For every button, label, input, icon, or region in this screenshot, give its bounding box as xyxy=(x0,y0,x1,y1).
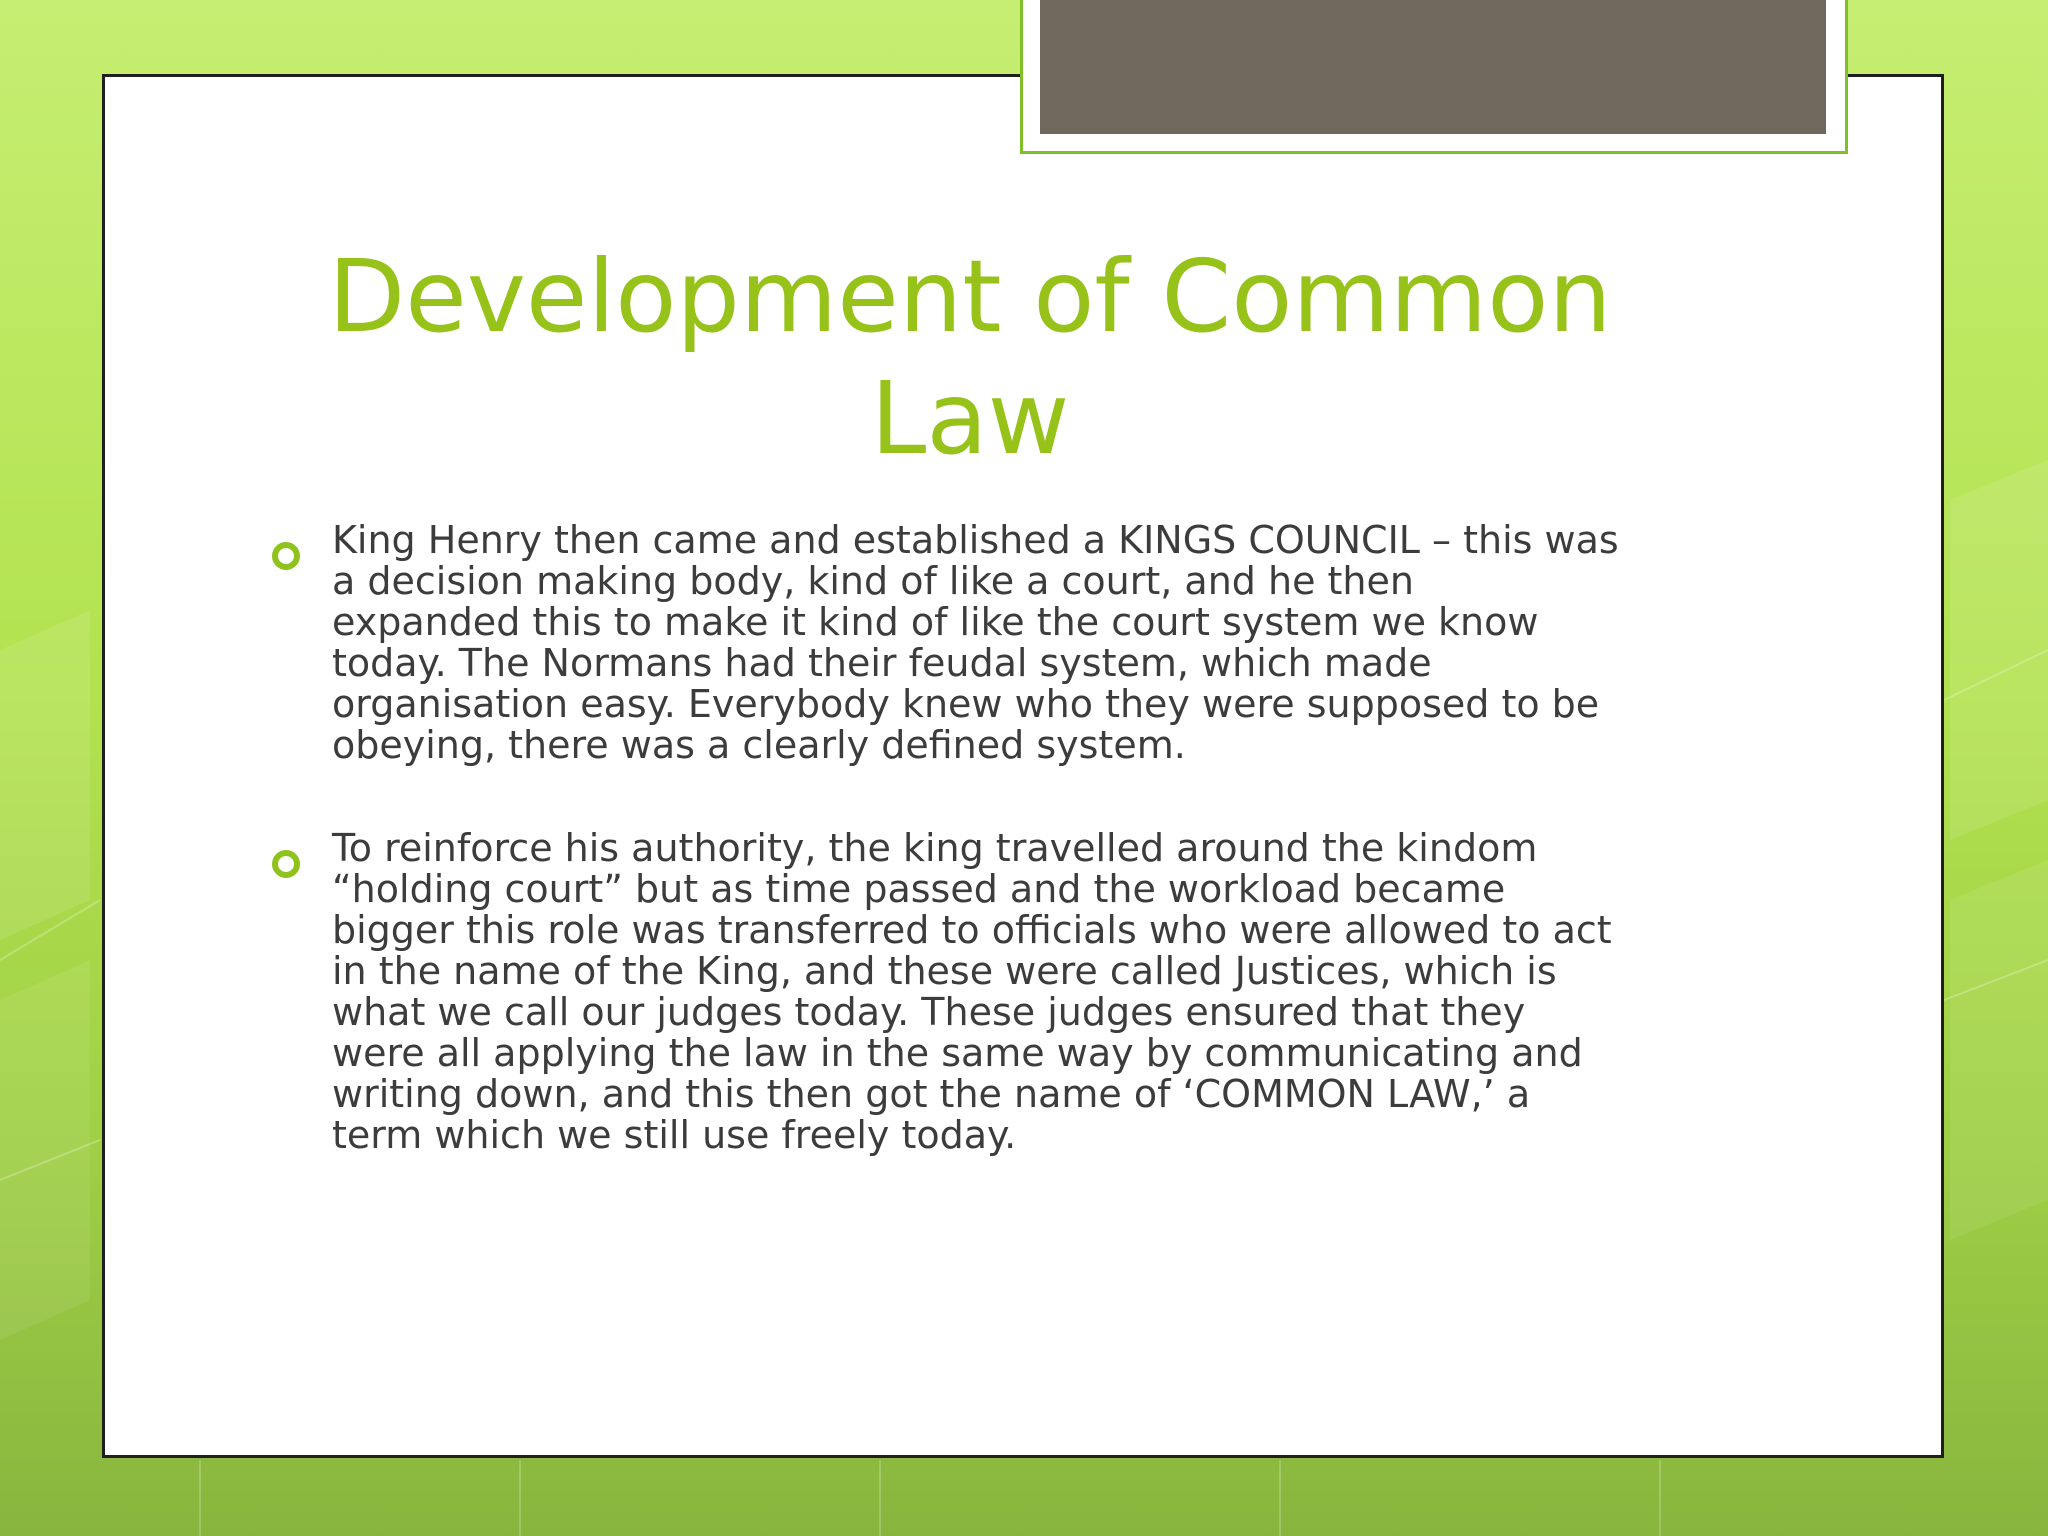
bullet-line: were all applying the law in the same way by communicating and xyxy=(332,1031,1583,1075)
slide-title-line: Development of Common xyxy=(328,238,1612,355)
bullet-line: organisation easy. Everybody knew who they were supposed to be xyxy=(332,682,1600,726)
bullet-ring-icon xyxy=(272,542,300,570)
title-tab-block xyxy=(1040,0,1826,134)
bullet-line: a decision making body, kind of like a court, and he then xyxy=(332,559,1414,603)
bullet-text xyxy=(332,520,1750,766)
bullet-text xyxy=(332,828,1750,1156)
slide-body xyxy=(270,520,1750,1156)
bullet-line: writing down, and this then got the name of ‘COMMON LAW,’ a xyxy=(332,1072,1531,1116)
slide-title-line: Law xyxy=(870,360,1070,477)
bullet-line: today. The Normans had their feudal system, which made xyxy=(332,641,1432,685)
bullet-ring-icon xyxy=(272,850,300,878)
bullet-line: in the name of the King, and these were called Justices, which is xyxy=(332,949,1557,993)
bullet-line: bigger this role was transferred to officials who were allowed to act xyxy=(332,908,1612,952)
bullet-line: To reinforce his authority, the king travelled around the kindom xyxy=(332,826,1538,870)
bullet-line: what we call our judges today. These judges ensured that they xyxy=(332,990,1526,1034)
bullet-line: King Henry then came and established a KINGS COUNCIL – this was xyxy=(332,518,1619,562)
bullet-item xyxy=(270,520,1750,766)
bullet-line: expanded this to make it kind of like the court system we know xyxy=(332,600,1539,644)
bullet-line: term which we still use freely today. xyxy=(332,1113,1017,1157)
bullet-item xyxy=(270,828,1750,1156)
bullet-line: “holding court” but as time passed and the workload became xyxy=(332,867,1506,911)
slide-title xyxy=(240,236,1700,480)
bullet-line: obeying, there was a clearly defined system. xyxy=(332,723,1186,767)
